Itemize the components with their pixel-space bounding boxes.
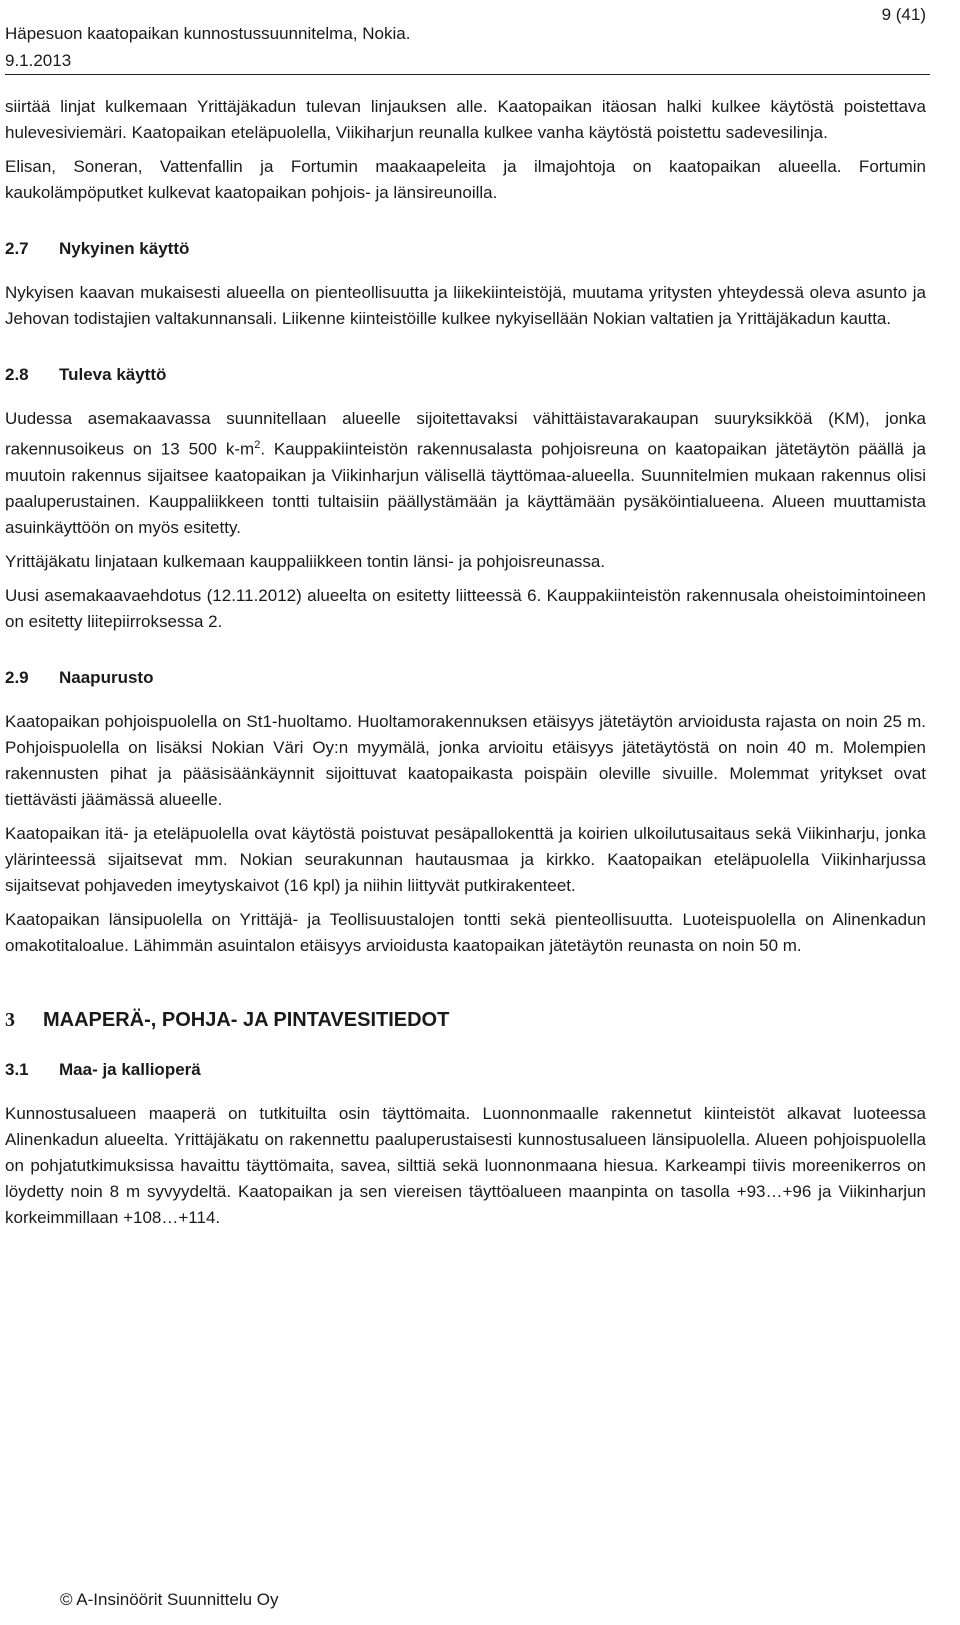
section-number: 3.1	[5, 1059, 29, 1079]
document-date: 9.1.2013	[5, 51, 72, 70]
paragraph: siirtää linjat kulkemaan Yrittäjäkadun tulevan linjauksen alle. Kaatopaikan itäosan halki kulkee käytöstä poistettava hulevesiviemäri. Kaatopaikan eteläpuolella, Viikiharjun reunalla kulkee vanha käytöstä poistettu sadevesilinja.	[5, 97, 926, 142]
paragraph: Uusi asemakaavaehdotus (12.11.2012) alueelta on esitetty liitteessä 6. Kauppakiinteistön rakennusala oheistoimintoineen on esitetty liitepiirroksessa 2.	[5, 585, 926, 631]
paragraph: Kunnostusalueen maaperä on tutkituilta osin täyttömaita. Luonnonmaalle rakennetut kiinteistöt alkavat luoteessa Alinenkadun alueelta. Yrittäjäkatu on rakennettu paaluperustaisesti kunnostusalueen länsipuolella. Alueen pohjoispuolella on pohjatutkimuksissa havaittu täyttömaita, savea, silttiä sekä luonnonmaana hiesua. Karkeampi tiivis moreenikerros on löydetty noin 8 m syvyydeltä. Kaatopaikan ja sen viereisen täyttöalueen maanpinta on tasolla +93…+96 ja Viikinharjun korkeimmillaan +108…+114.	[5, 1103, 926, 1227]
section-number: 2.8	[5, 365, 29, 384]
paragraph-text: . Kauppakiinteistön rakennusalasta pohjoisreuna on kaatopaikan jätetäytön päällä ja muutoin rakennus sijaitsee kaatopaikan ja Viikinharjun välisellä täyttömaa-alueella. Suunnitelmien mukaan rakennus olisi paaluperustainen. Kauppaliikkeen tontti tultaisiin päällystämään ja käyttämään pysäköintialueena. Alueen muuttamista asuinkäyttöön on myös esitetty.	[5, 439, 926, 537]
page-number: 9 (41)	[881, 5, 926, 24]
paragraph: Kaatopaikan pohjoispuolella on St1-huoltamo. Huoltamorakennuksen etäisyys jätetäytön arvioidusta rajasta on noin 25 m. Pohjoispuolella on lisäksi Nokian Väri Oy:n myymälä, jonka arvioitu etäisyys jätetäytöstä on noin 40 m. Molempien rakennusten pihat ja pääsisäänkäynnit sijoittuvat kaatopaikasta poispäin oleville sivuille. Molemmat yritykset ovat tiettävästi jäämässä alueelle.	[5, 711, 926, 809]
paragraph: Kaatopaikan itä- ja eteläpuolella ovat käytöstä poistuvat pesäpallokenttä ja koirien ulkoilutusaitaus sekä Viikinharju, jonka ylärinteessä sijaitsevat mm. Nokian seurakunnan hautausmaa ja kirkko. Kaatopaikan eteläpuolella Viikinharjussa sijaitsevat pohjaveden imeytyskaivot (16 kpl) ja niihin liittyvät putkirakenteet.	[5, 823, 926, 895]
section-number: 2.7	[5, 239, 29, 258]
paragraph: Elisan, Soneran, Vattenfallin ja Fortumin maakaapeleita ja ilmajohtoja on kaatopaikan alueella. Fortumin kaukolämpöputket kulkevat kaatopaikan pohjois- ja länsireunoilla.	[5, 157, 926, 202]
section-heading	[5, 1057, 926, 1083]
paragraph-text: Uudessa asemakaavassa suunnitellaan alueelle sijoitettavaksi vähittäistavarakaupan suuryksikköä (KM), jonka rakennusoikeus on 13 500 k-m	[5, 409, 926, 459]
section-heading	[5, 665, 926, 691]
chapter-title: MAAPERÄ-, POHJA- JA PINTAVESITIEDOT	[43, 1008, 450, 1031]
section-title: Maa- ja kallioperä	[59, 1059, 201, 1079]
header-divider	[5, 74, 930, 75]
document-body	[5, 94, 926, 1239]
section-title: Naapurusto	[59, 667, 154, 687]
document-title: Häpesuon kaatopaikan kunnostussuunnitelma, Nokia.	[5, 24, 411, 43]
superscript: 2	[254, 439, 261, 451]
section-title: Nykyinen käyttö	[59, 239, 190, 258]
paragraph: Kaatopaikan länsipuolella on Yrittäjä- ja Teollisuustalojen tontti sekä pienteollisuutta. Luoteispuolella on Alinenkadun omakotitaloalue. Lähimmän asuintalon etäisyys arvioidusta kaatopaikan jätetäytön reunasta on noin 50 m.	[5, 909, 926, 955]
paragraph: Yrittäjäkatu linjataan kulkemaan kauppaliikkeen tontin länsi- ja pohjoisreunassa.	[5, 551, 606, 571]
chapter-heading	[5, 1007, 926, 1033]
section-number: 2.9	[5, 667, 29, 687]
paragraph	[5, 406, 926, 541]
section-heading	[5, 236, 926, 262]
chapter-number: 3	[5, 1008, 15, 1031]
section-heading	[5, 362, 926, 388]
paragraph: Nykyisen kaavan mukaisesti alueella on pienteollisuutta ja liikekiinteistöjä, muutama yritysten yhteydessä oleva asunto ja Jehovan todistajien valtakunnansali. Liikenne kiinteistöille kulkee nykyisellään Nokian valtatien ja Yrittäjäkadun kautta.	[5, 283, 926, 328]
footer-copyright: © A-Insinöörit Suunnittelu Oy	[60, 1590, 279, 1609]
section-title: Tuleva käyttö	[59, 365, 167, 384]
